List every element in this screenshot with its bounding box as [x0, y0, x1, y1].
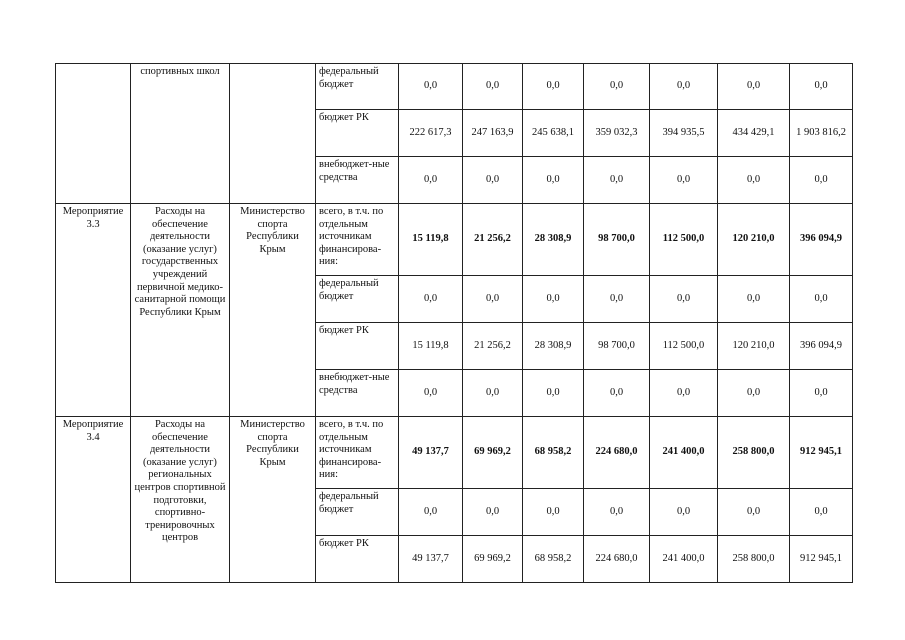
- value-cell: 0,0: [584, 64, 650, 110]
- value-cell: 359 032,3: [584, 110, 650, 157]
- value-cell: 0,0: [790, 157, 853, 204]
- value-cell: 394 935,5: [650, 110, 718, 157]
- value-cell: 68 958,2: [523, 536, 584, 583]
- value-cell: 49 137,7: [399, 536, 463, 583]
- value-cell: 0,0: [523, 64, 584, 110]
- table-row: [56, 64, 853, 110]
- value-cell: 396 094,9: [790, 204, 853, 276]
- activity-name-cell: Расходы на обеспечение деятельности (оказание услуг) государственных учреждений первичной медико-санитарной помощи Республики Крым: [131, 204, 230, 417]
- value-cell: 224 680,0: [584, 417, 650, 489]
- value-cell: 0,0: [718, 370, 790, 417]
- value-cell: 912 945,1: [790, 536, 853, 583]
- funding-source-cell: бюджет РК: [316, 323, 399, 370]
- value-cell: 241 400,0: [650, 536, 718, 583]
- value-cell: 0,0: [399, 157, 463, 204]
- funding-source-cell: федеральный бюджет: [316, 489, 399, 536]
- value-cell: 0,0: [718, 64, 790, 110]
- value-cell: 112 500,0: [650, 323, 718, 370]
- value-cell: 68 958,2: [523, 417, 584, 489]
- value-cell: 0,0: [399, 370, 463, 417]
- funding-source-cell: всего, в т.ч. по отдельным источникам финансирова-ния:: [316, 417, 399, 489]
- value-cell: 247 163,9: [463, 110, 523, 157]
- value-cell: 0,0: [650, 370, 718, 417]
- value-cell: 224 680,0: [584, 536, 650, 583]
- value-cell: 0,0: [523, 276, 584, 323]
- value-cell: 112 500,0: [650, 204, 718, 276]
- value-cell: 120 210,0: [718, 323, 790, 370]
- value-cell: 0,0: [584, 157, 650, 204]
- value-cell: 0,0: [523, 370, 584, 417]
- value-cell: 258 800,0: [718, 536, 790, 583]
- value-cell: 0,0: [790, 489, 853, 536]
- value-cell: 0,0: [650, 157, 718, 204]
- value-cell: 69 969,2: [463, 417, 523, 489]
- value-cell: 0,0: [399, 276, 463, 323]
- value-cell: 0,0: [584, 489, 650, 536]
- executor-cell: [230, 64, 316, 204]
- value-cell: 912 945,1: [790, 417, 853, 489]
- value-cell: 0,0: [584, 370, 650, 417]
- activity-cell: Мероприятие 3.4: [56, 417, 131, 583]
- value-cell: 0,0: [718, 157, 790, 204]
- funding-source-cell: бюджет РК: [316, 536, 399, 583]
- value-cell: 0,0: [463, 64, 523, 110]
- funding-source-cell: федеральный бюджет: [316, 64, 399, 110]
- executor-cell: Министерство спорта Республики Крым: [230, 204, 316, 417]
- value-cell: 0,0: [463, 370, 523, 417]
- value-cell: 28 308,9: [523, 204, 584, 276]
- value-cell: 0,0: [584, 276, 650, 323]
- table-row: [56, 417, 853, 489]
- value-cell: 0,0: [463, 276, 523, 323]
- table-row: [56, 204, 853, 276]
- value-cell: 49 137,7: [399, 417, 463, 489]
- value-cell: 0,0: [718, 489, 790, 536]
- value-cell: 241 400,0: [650, 417, 718, 489]
- value-cell: 0,0: [718, 276, 790, 323]
- activity-cell: Мероприятие 3.3: [56, 204, 131, 417]
- funding-source-cell: внебюджет-ные средства: [316, 370, 399, 417]
- executor-cell: Министерство спорта Республики Крым: [230, 417, 316, 583]
- value-cell: 120 210,0: [718, 204, 790, 276]
- value-cell: 15 119,8: [399, 204, 463, 276]
- value-cell: 69 969,2: [463, 536, 523, 583]
- value-cell: 0,0: [790, 64, 853, 110]
- value-cell: 21 256,2: [463, 323, 523, 370]
- value-cell: 0,0: [463, 489, 523, 536]
- value-cell: 222 617,3: [399, 110, 463, 157]
- value-cell: 258 800,0: [718, 417, 790, 489]
- value-cell: 0,0: [463, 157, 523, 204]
- value-cell: 21 256,2: [463, 204, 523, 276]
- budget-table: [55, 63, 853, 583]
- value-cell: 0,0: [790, 370, 853, 417]
- value-cell: 0,0: [399, 489, 463, 536]
- activity-name-cell: Расходы на обеспечение деятельности (оказание услуг) региональных центров спортивной подготовки, спортивно-тренировочных центров: [131, 417, 230, 583]
- value-cell: 0,0: [790, 276, 853, 323]
- value-cell: 0,0: [523, 157, 584, 204]
- activity-name-cell: спортивных школ: [131, 64, 230, 204]
- funding-source-cell: федеральный бюджет: [316, 276, 399, 323]
- activity-cell: [56, 64, 131, 204]
- value-cell: 1 903 816,2: [790, 110, 853, 157]
- funding-source-cell: всего, в т.ч. по отдельным источникам финансирова-ния:: [316, 204, 399, 276]
- value-cell: 396 094,9: [790, 323, 853, 370]
- value-cell: 98 700,0: [584, 204, 650, 276]
- value-cell: 0,0: [650, 64, 718, 110]
- value-cell: 434 429,1: [718, 110, 790, 157]
- value-cell: 15 119,8: [399, 323, 463, 370]
- value-cell: 0,0: [523, 489, 584, 536]
- value-cell: 0,0: [650, 276, 718, 323]
- value-cell: 98 700,0: [584, 323, 650, 370]
- value-cell: 0,0: [399, 64, 463, 110]
- value-cell: 245 638,1: [523, 110, 584, 157]
- funding-source-cell: внебюджет-ные средства: [316, 157, 399, 204]
- value-cell: 28 308,9: [523, 323, 584, 370]
- funding-source-cell: бюджет РК: [316, 110, 399, 157]
- value-cell: 0,0: [650, 489, 718, 536]
